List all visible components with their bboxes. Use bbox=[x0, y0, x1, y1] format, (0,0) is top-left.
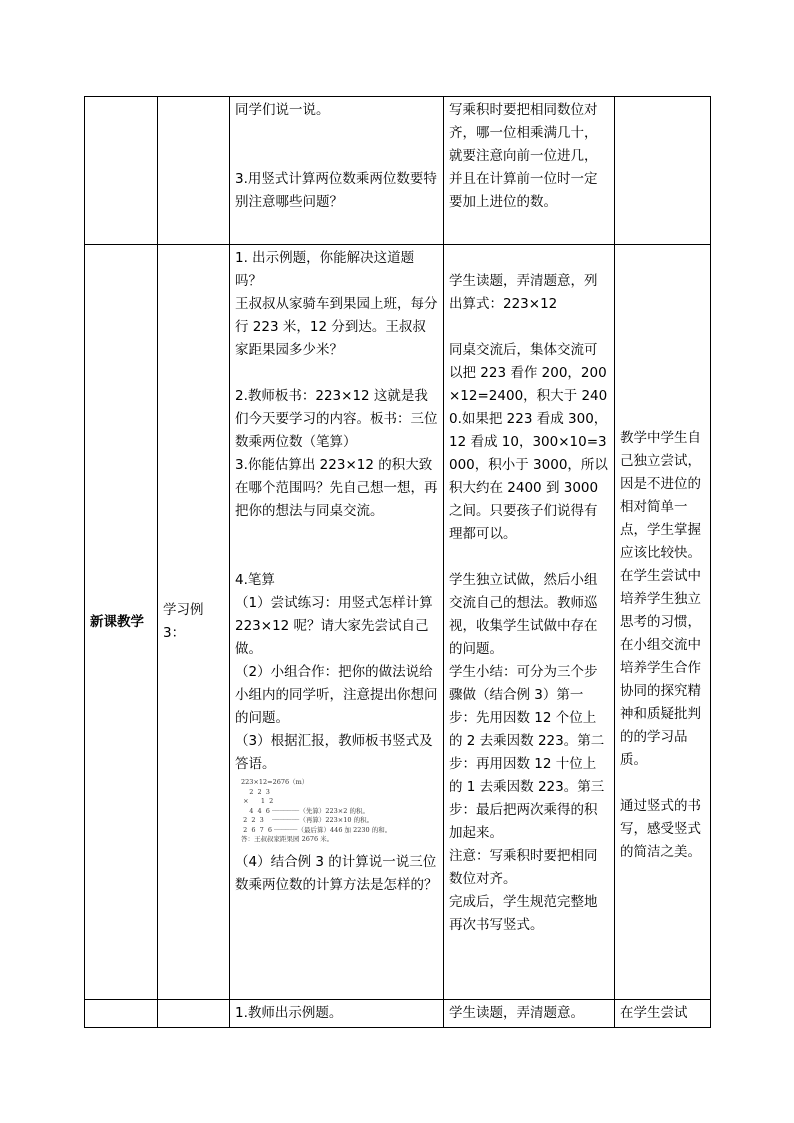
design-intent-cell bbox=[615, 1000, 711, 1028]
paragraph: 学生小结：可分为三个步骤做（结合例 3）第一步：先用因数 12 个位上的 2 去乘因数 223。第二步：再用因数 12 十位上的 1 去乘因数 223。第三步：最后把两次乘得的积加起来。 bbox=[449, 664, 605, 841]
paragraph: 王叔叔从家骑车到果园上班，每分行 223 米，12 分到达。王叔叔家距果园多少米？ bbox=[235, 296, 438, 358]
activity-text: 1.教师出示例题。 bbox=[235, 1005, 343, 1021]
stage-cell bbox=[85, 97, 158, 245]
teacher-activity-cell bbox=[230, 1000, 444, 1028]
spacer bbox=[235, 122, 438, 145]
table-row bbox=[85, 1000, 711, 1028]
paragraph: 同桌交流后，集体交流可以把 223 看作 200，200×12=2400，积大于 2400.如果把 223 看成 300，12 看成 10，300×10=3000，积小于 3000，所以积大约在 2400 到 3000 之间。只要孩子们说得有理都可以。 bbox=[449, 342, 608, 542]
calc-line: 4 4 6 ┈┈┈┈┈┈┈（先算）223×2 的积。 bbox=[241, 806, 369, 815]
calc-line: 2 6 7 6 ┈┈┈┈┈┈（最后算）446 加 2230 的和。 bbox=[241, 825, 392, 834]
paragraph: 2.教师板书：223×12 这就是我们今天要学习的内容。板书：三位数乘两位数（笔算） bbox=[235, 388, 438, 450]
intent-text: 在学生尝试 bbox=[620, 1005, 688, 1021]
student-text bbox=[449, 99, 609, 214]
stage-cell bbox=[85, 1000, 158, 1028]
content-label: 学习例3： bbox=[163, 602, 204, 641]
design-intent-cell bbox=[615, 245, 711, 1000]
paragraph: 3.你能估算出 223×12 的积大致在哪个范围吗？先自己想一想，再把你的想法与同桌交流。 bbox=[235, 457, 438, 519]
student-activity-cell bbox=[444, 245, 615, 1000]
paragraph: 通过竖式的书写，感受竖式的简洁之美。 bbox=[620, 798, 701, 860]
paragraph: 3.用竖式计算两位数乘两位数要特别注意哪些问题？ bbox=[235, 171, 437, 210]
paragraph: 注意：写乘积时要把相同数位对齐。 bbox=[449, 848, 598, 887]
student-text bbox=[449, 247, 609, 937]
design-intent-cell bbox=[615, 97, 711, 245]
activity-text bbox=[235, 99, 438, 214]
spacer bbox=[449, 546, 609, 569]
paragraph: 1. 出示例题，你能解决这道题吗？ bbox=[235, 250, 415, 289]
activity-text bbox=[235, 851, 438, 897]
lesson-plan-table bbox=[84, 96, 711, 1028]
stage-label: 新课教学 bbox=[90, 613, 144, 630]
spacer bbox=[449, 247, 609, 270]
content-cell bbox=[158, 1000, 230, 1028]
spacer bbox=[620, 772, 705, 795]
content-cell bbox=[158, 97, 230, 245]
paragraph: 4.笔算 bbox=[235, 572, 275, 588]
paragraph: 教学中学生自己独立尝试，因是不进位的相对简单一点，学生掌握应该比较快。在学生尝试中培养学生独立思考的习惯，在小组交流中培养学生合作协同的探究精神和质疑批判的的学习品质。 bbox=[620, 430, 701, 768]
student-text: 学生读题，弄清题意。 bbox=[449, 1005, 584, 1021]
teacher-activity-cell bbox=[230, 97, 444, 245]
activity-text bbox=[235, 247, 438, 776]
calc-line: 2 2 3 ┈┈┈┈┈┈┈（再算）223×10 的积。 bbox=[241, 816, 374, 824]
spacer bbox=[235, 145, 438, 168]
paragraph: 完成后，学生规范完整地再次书写竖式。 bbox=[449, 894, 598, 933]
paragraph: 写乘积时要把相同数位对齐，哪一位相乘满几十，就要注意向前一位进几，并且在计算前一位时一定要加上进位的数。 bbox=[449, 102, 598, 210]
paragraph: 学生独立试做，然后小组交流自己的想法。教师巡视，收集学生试做中存在的问题。 bbox=[449, 572, 598, 657]
paragraph: 学生读题，弄清题意，列出算式：223×12 bbox=[449, 273, 598, 312]
paragraph: （2）小组合作：把你的做法说给小组内的同学听，注意提出你想问的问题。 bbox=[235, 664, 438, 726]
spacer bbox=[235, 546, 438, 569]
student-activity-cell bbox=[444, 97, 615, 245]
teacher-activity-cell bbox=[230, 245, 444, 1000]
calc-line: × 1 2 bbox=[241, 797, 274, 805]
intent-text bbox=[620, 247, 705, 864]
calc-line: 223×12=2676（m） bbox=[241, 778, 309, 786]
calc-line: 2 2 3 bbox=[241, 787, 270, 796]
stage-cell bbox=[85, 245, 158, 1000]
content-cell bbox=[158, 245, 230, 1000]
paragraph: 同学们说一说。 bbox=[235, 102, 330, 118]
paragraph: （4）结合例 3 的计算说一说三位数乘两位数的计算方法是怎样的？ bbox=[235, 853, 438, 893]
calc-line: 答：王叔叔家距果园 2676 米。 bbox=[241, 835, 334, 843]
spacer bbox=[235, 362, 438, 385]
student-activity-cell bbox=[444, 1000, 615, 1028]
vertical-calculation bbox=[241, 778, 438, 845]
paragraph: （3）根据汇报，教师板书竖式及答语。 bbox=[235, 733, 433, 772]
table-row bbox=[85, 245, 711, 1000]
spacer bbox=[449, 316, 609, 339]
spacer bbox=[235, 523, 438, 546]
paragraph: （1）尝试练习：用竖式怎样计算 223×12 呢？请大家先尝试自己做。 bbox=[235, 595, 433, 657]
table-row bbox=[85, 97, 711, 245]
